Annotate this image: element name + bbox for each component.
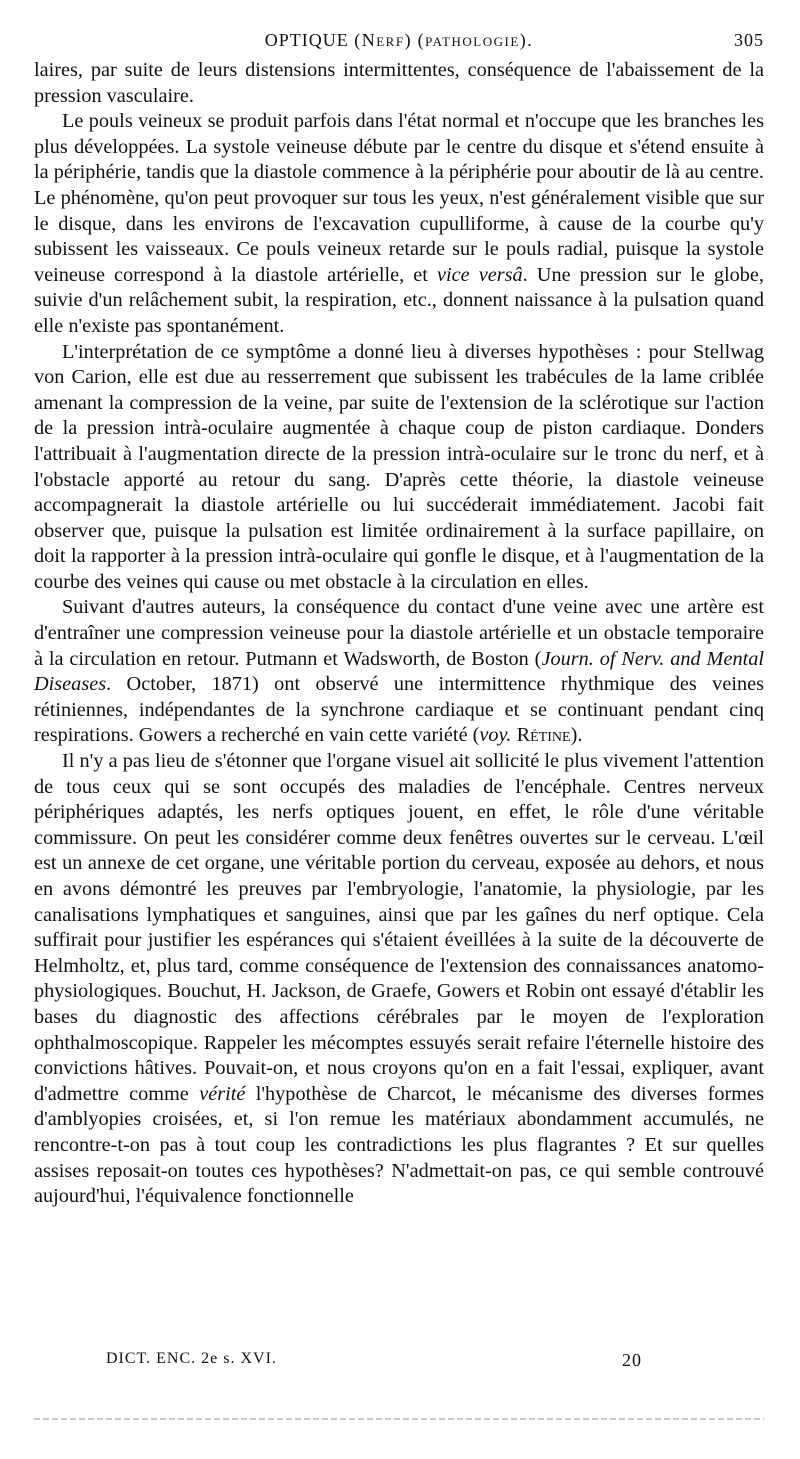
paragraph-5 [34, 749, 764, 1210]
paragraph-5-text: Il n'y a pas lieu de s'étonner que l'organe visuel ait sollicité le plus vivement l'attention de tous ceux qui se sont occupés des maladies de l'encéphale. Centres nerveux périphériques adaptés, les nerfs optiques jouent, en effet, le rôle d'une véritable commissure. On peut les considérer comme deux fenêtres ouvertes sur le cerveau. L'œil est un annexe de cet organe, une véritable portion du cerveau, exposée au dehors, et nous en avons démontré les preuves par l'embryologie, l'anatomie, la physiologie, par les canalisations lymphatiques et sanguines, ainsi que par les gaînes du nerf optique. Cela suffirait pour justifier les espérances qui s'étaient éveillées à la suite de la découverte de Helmholtz, et, plus tard, comme conséquence de l'extension des connaissances anatomo-physiologiques. Bouchut, H. Jackson, de Graefe, Gowers et Robin ont essayé d'établir les bases du diagnostic des affections cérébrales par le moyen de l'exploration ophthalmoscopique. Rappeler les mécomptes essuyés serait refaire l'éternelle histoire des convictions hâtives. Pouvait-on, et nous croyons qu'on en a fait l'essai, expliquer, avant d'admettre comme [34, 750, 764, 1105]
running-head [34, 30, 764, 58]
page-number: 305 [734, 30, 764, 50]
verite-italic: vérité [199, 1082, 246, 1105]
body-text [34, 58, 764, 1210]
paragraph-1-text: laires, par suite de leurs distensions intermittentes, conséquence de l'abaissement de la pression vasculaire. [34, 59, 764, 107]
retine-cross-reference: Rétine [516, 724, 571, 747]
paragraph-3 [34, 340, 764, 596]
paragraph-4 [34, 595, 764, 749]
vice-versa-italic: vice versâ [437, 263, 523, 286]
journal-title-italic: Journ. of Nerv. and Mental Diseases [34, 647, 764, 696]
page-footer [34, 1350, 764, 1374]
paragraph-4-text: Suivant d'autres auteurs, la conséquence du contact d'une veine avec une artère est d'entraîner une compression veineuse pour la diastole artérielle et un obstacle temporaire à la circulation en retour. Putmann et Wadsworth, de Boston ( [34, 596, 764, 670]
running-title-nerf: (Nerf) [354, 30, 413, 50]
paragraph-2-text: Le pouls veineux se produit parfois dans l'état normal et n'occupe que les branches les plus développées. La systole veineuse débute par le centre du disque et s'étend ensuite à la périphérie, tandis que la diastole commence à la périphérie pour aboutir de là au centre. Le phénomène, qu'on peut provoquer sur tous les yeux, n'est généralement visible que sur le disque, dans les environs de l'excavation cupulliforme, à cause de la courbe qu'y subissent les vaisseaux. Ce pouls veineux retarde sur le pouls radial, puisque la systole veineuse correspond à la diastole artérielle, et [34, 110, 764, 286]
running-title [34, 30, 764, 51]
sheet-number: 20 [622, 1350, 642, 1370]
paragraph-1 [34, 58, 764, 109]
paragraph-4-end: ). [570, 724, 583, 747]
paragraph-4-mid: . October, 1871) ont observé une intermittence rhythmique des veines rétiniennes, indépendantes de la synchrone cardiaque et se continuant pendant cinq respirations. Gowers a recherché en vain cette variété ( [34, 673, 764, 747]
paragraph-5-tail: l'hypothèse de Charcot, le mécanisme des diverses formes d'amblyopies croisées, et, si l'on remue les matériaux abondamment accumulés, ne rencontre-t-on pas à tout coup les contradictions les plus flagrantes ? Et sur quelles assises reposait-on toutes ces hypothèses? N'admettait-on pas, ce qui semble controuvé aujourd'hui, l'équivalence fonctionnelle [34, 1082, 764, 1208]
running-title-main: OPTIQUE [264, 30, 349, 50]
footer-signature: DICT. ENC. 2e s. XVI. [106, 1350, 277, 1367]
paragraph-2-tail: . Une pression sur le globe, suivie d'un relâchement subit, la respiration, etc., donnent naissance à la pulsation quand elle n'existe pas spontanément. [34, 263, 764, 337]
paragraph-2 [34, 109, 764, 339]
running-title-section: (pathologie). [417, 30, 534, 50]
paragraph-3-text: L'interprétation de ce symptôme a donné lieu à diverses hypothèses : pour Stellwag von Carion, elle est due au resserrement que subissent les trabécules de la lame criblée amenant la compression de la veine, par suite de l'extension de la sclérotique sur l'action de la pression intrà-oculaire augmentée à chaque coup de piston cardiaque. Donders l'attribuait à l'augmentation directe de la pression intrà-oculaire sur le tronc du nerf, et à l'obstacle apporté au retour du sang. D'après cette théorie, la diastole veineuse accompagnerait la diastole artérielle ou lui succéderait immédiatement. Jacobi fait observer que, puisque la pulsation est limitée ordinairement à la surface papillaire, on doit la rapporter à la pression intrà-oculaire qui gonfle le disque, et à l'augmentation de la courbe des veines qui cause ou met obstacle à la circulation en elles. [34, 340, 764, 593]
bleed-through-line [34, 1418, 764, 1420]
voy-italic: voy. [479, 724, 512, 747]
